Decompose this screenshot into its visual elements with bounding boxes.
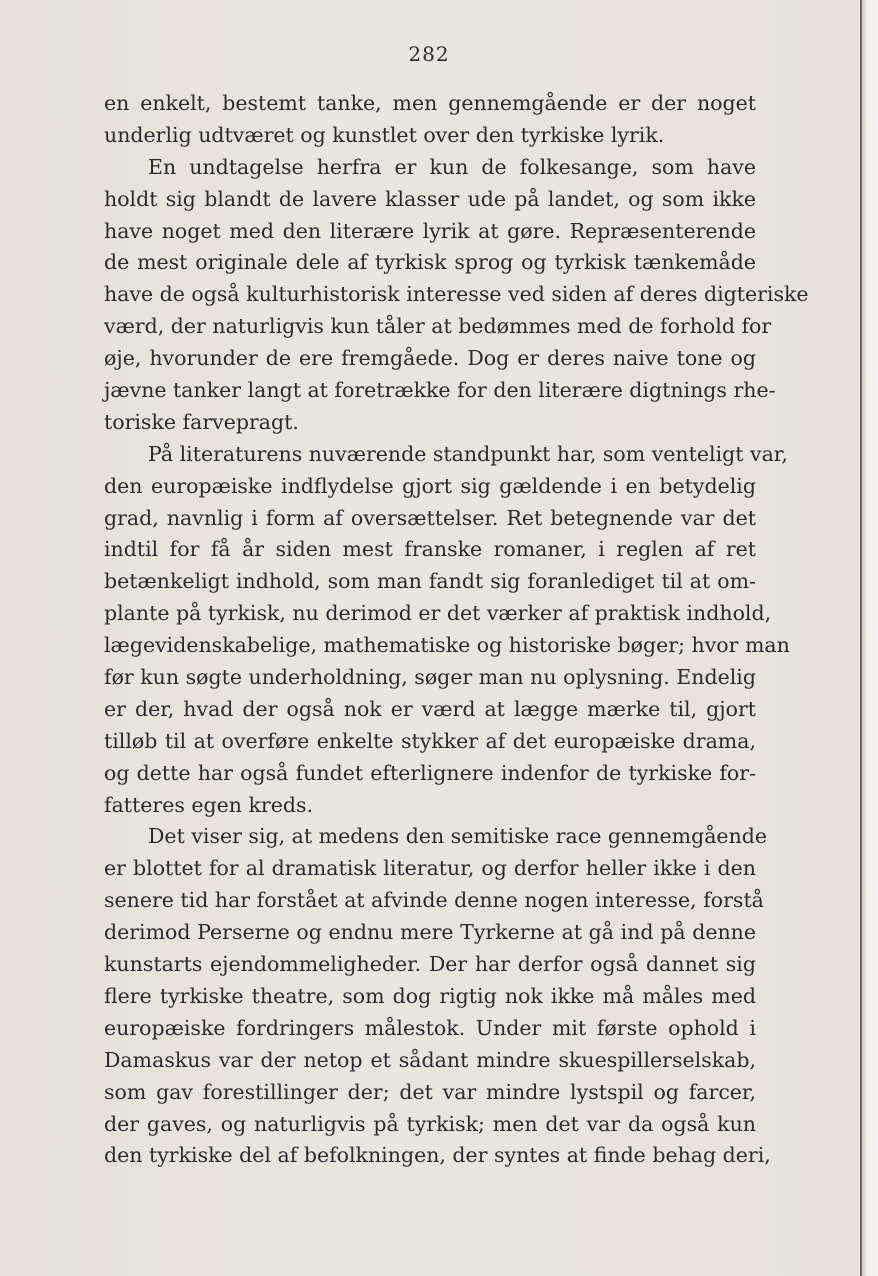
- text-line: toriske farvepragt.: [104, 409, 299, 434]
- text-line: På literaturens nuværende standpunkt har, som venteligt var,: [148, 441, 788, 466]
- text-line: er blottet for al dramatisk literatur, og derfor heller ikke i den: [104, 856, 756, 881]
- text-line: værd, der naturligvis kun tåler at bedømmes med de forhold for: [104, 314, 772, 339]
- text-line: kunstarts ejendommeligheder. Der har derfor også dannet sig: [104, 952, 756, 977]
- text-line: er der, hvad der også nok er værd at lægge mærke til, gjort: [104, 696, 756, 721]
- text-line: før kun søgte underholdning, søger man nu oplysning. Endelig: [104, 665, 756, 690]
- text-line: den tyrkiske del af befolkningen, der syntes at finde behag deri,: [104, 1143, 771, 1168]
- text-line: Damaskus var der netop et sådant mindre skuespillerselskab,: [104, 1047, 756, 1072]
- text-line: en enkelt, bestemt tanke, men gennemgående er der noget: [104, 91, 756, 115]
- text-line: Det viser sig, at medens den semitiske race gennemgående: [148, 824, 768, 849]
- text-line: den europæiske indflydelse gjort sig gældende i en betydelig: [104, 473, 756, 498]
- text-line: som gav forestillinger der; det var mindre lystspil og farcer,: [104, 1079, 756, 1104]
- text-line: lægevidenskabelige, mathematiske og historiske bøger; hvor man: [104, 633, 790, 658]
- text-line: derimod Perserne og endnu mere Tyrkerne at gå ind på denne: [104, 920, 756, 945]
- text-line: fatteres egen kreds.: [104, 792, 314, 817]
- page-edge: [860, 0, 878, 1276]
- text-line: holdt sig blandt de lavere klasser ude på landet, og som ikke: [104, 186, 756, 211]
- text-line: En undtagelse herfra er kun de folkesange, som have: [148, 154, 756, 179]
- text-line: flere tyrkiske theatre, som dog rigtig nok ikke må måles med: [104, 983, 756, 1008]
- text-line: og dette har også fundet efterlignere indenfor de tyrkiske for-: [104, 760, 756, 785]
- text-line: jævne tanker langt at foretrække for den literære digtnings rhe-: [104, 378, 776, 403]
- text-line: øje, hvorunder de ere fremgåede. Dog er deres naive tone og: [104, 346, 756, 371]
- text-line: europæiske fordringers målestok. Under mit første ophold i: [104, 1015, 756, 1040]
- text-line: indtil for få år siden mest franske romaner, i reglen af ret: [104, 537, 756, 562]
- text-line: plante på tyrkisk, nu derimod er det værker af praktisk indhold,: [104, 601, 772, 626]
- text-line: der gaves, og naturligvis på tyrkisk; men det var da også kun: [104, 1111, 756, 1136]
- text-line: grad, navnlig i form af oversættelser. Ret betegnende var det: [104, 505, 756, 530]
- text-line: senere tid har forstået at afvinde denne nogen interesse, forstå: [104, 888, 764, 913]
- page-number: 282: [408, 42, 450, 66]
- text-line: have noget med den literære lyrik at gøre. Repræsenterende: [104, 218, 756, 243]
- text-line: underlig udtværet og kunstlet over den tyrkiske lyrik.: [104, 122, 665, 147]
- text-line: de mest originale dele af tyrkisk sprog og tyrkisk tænkemåde: [104, 250, 756, 275]
- body-text: [104, 88, 809, 1172]
- text-line: have de også kulturhistorisk interesse ved siden af deres digteriske: [104, 282, 809, 307]
- text-line: tilløb til at overføre enkelte stykker af det europæiske drama,: [104, 728, 756, 753]
- text-line: betænkeligt indhold, som man fandt sig foranlediget til at om-: [104, 569, 756, 594]
